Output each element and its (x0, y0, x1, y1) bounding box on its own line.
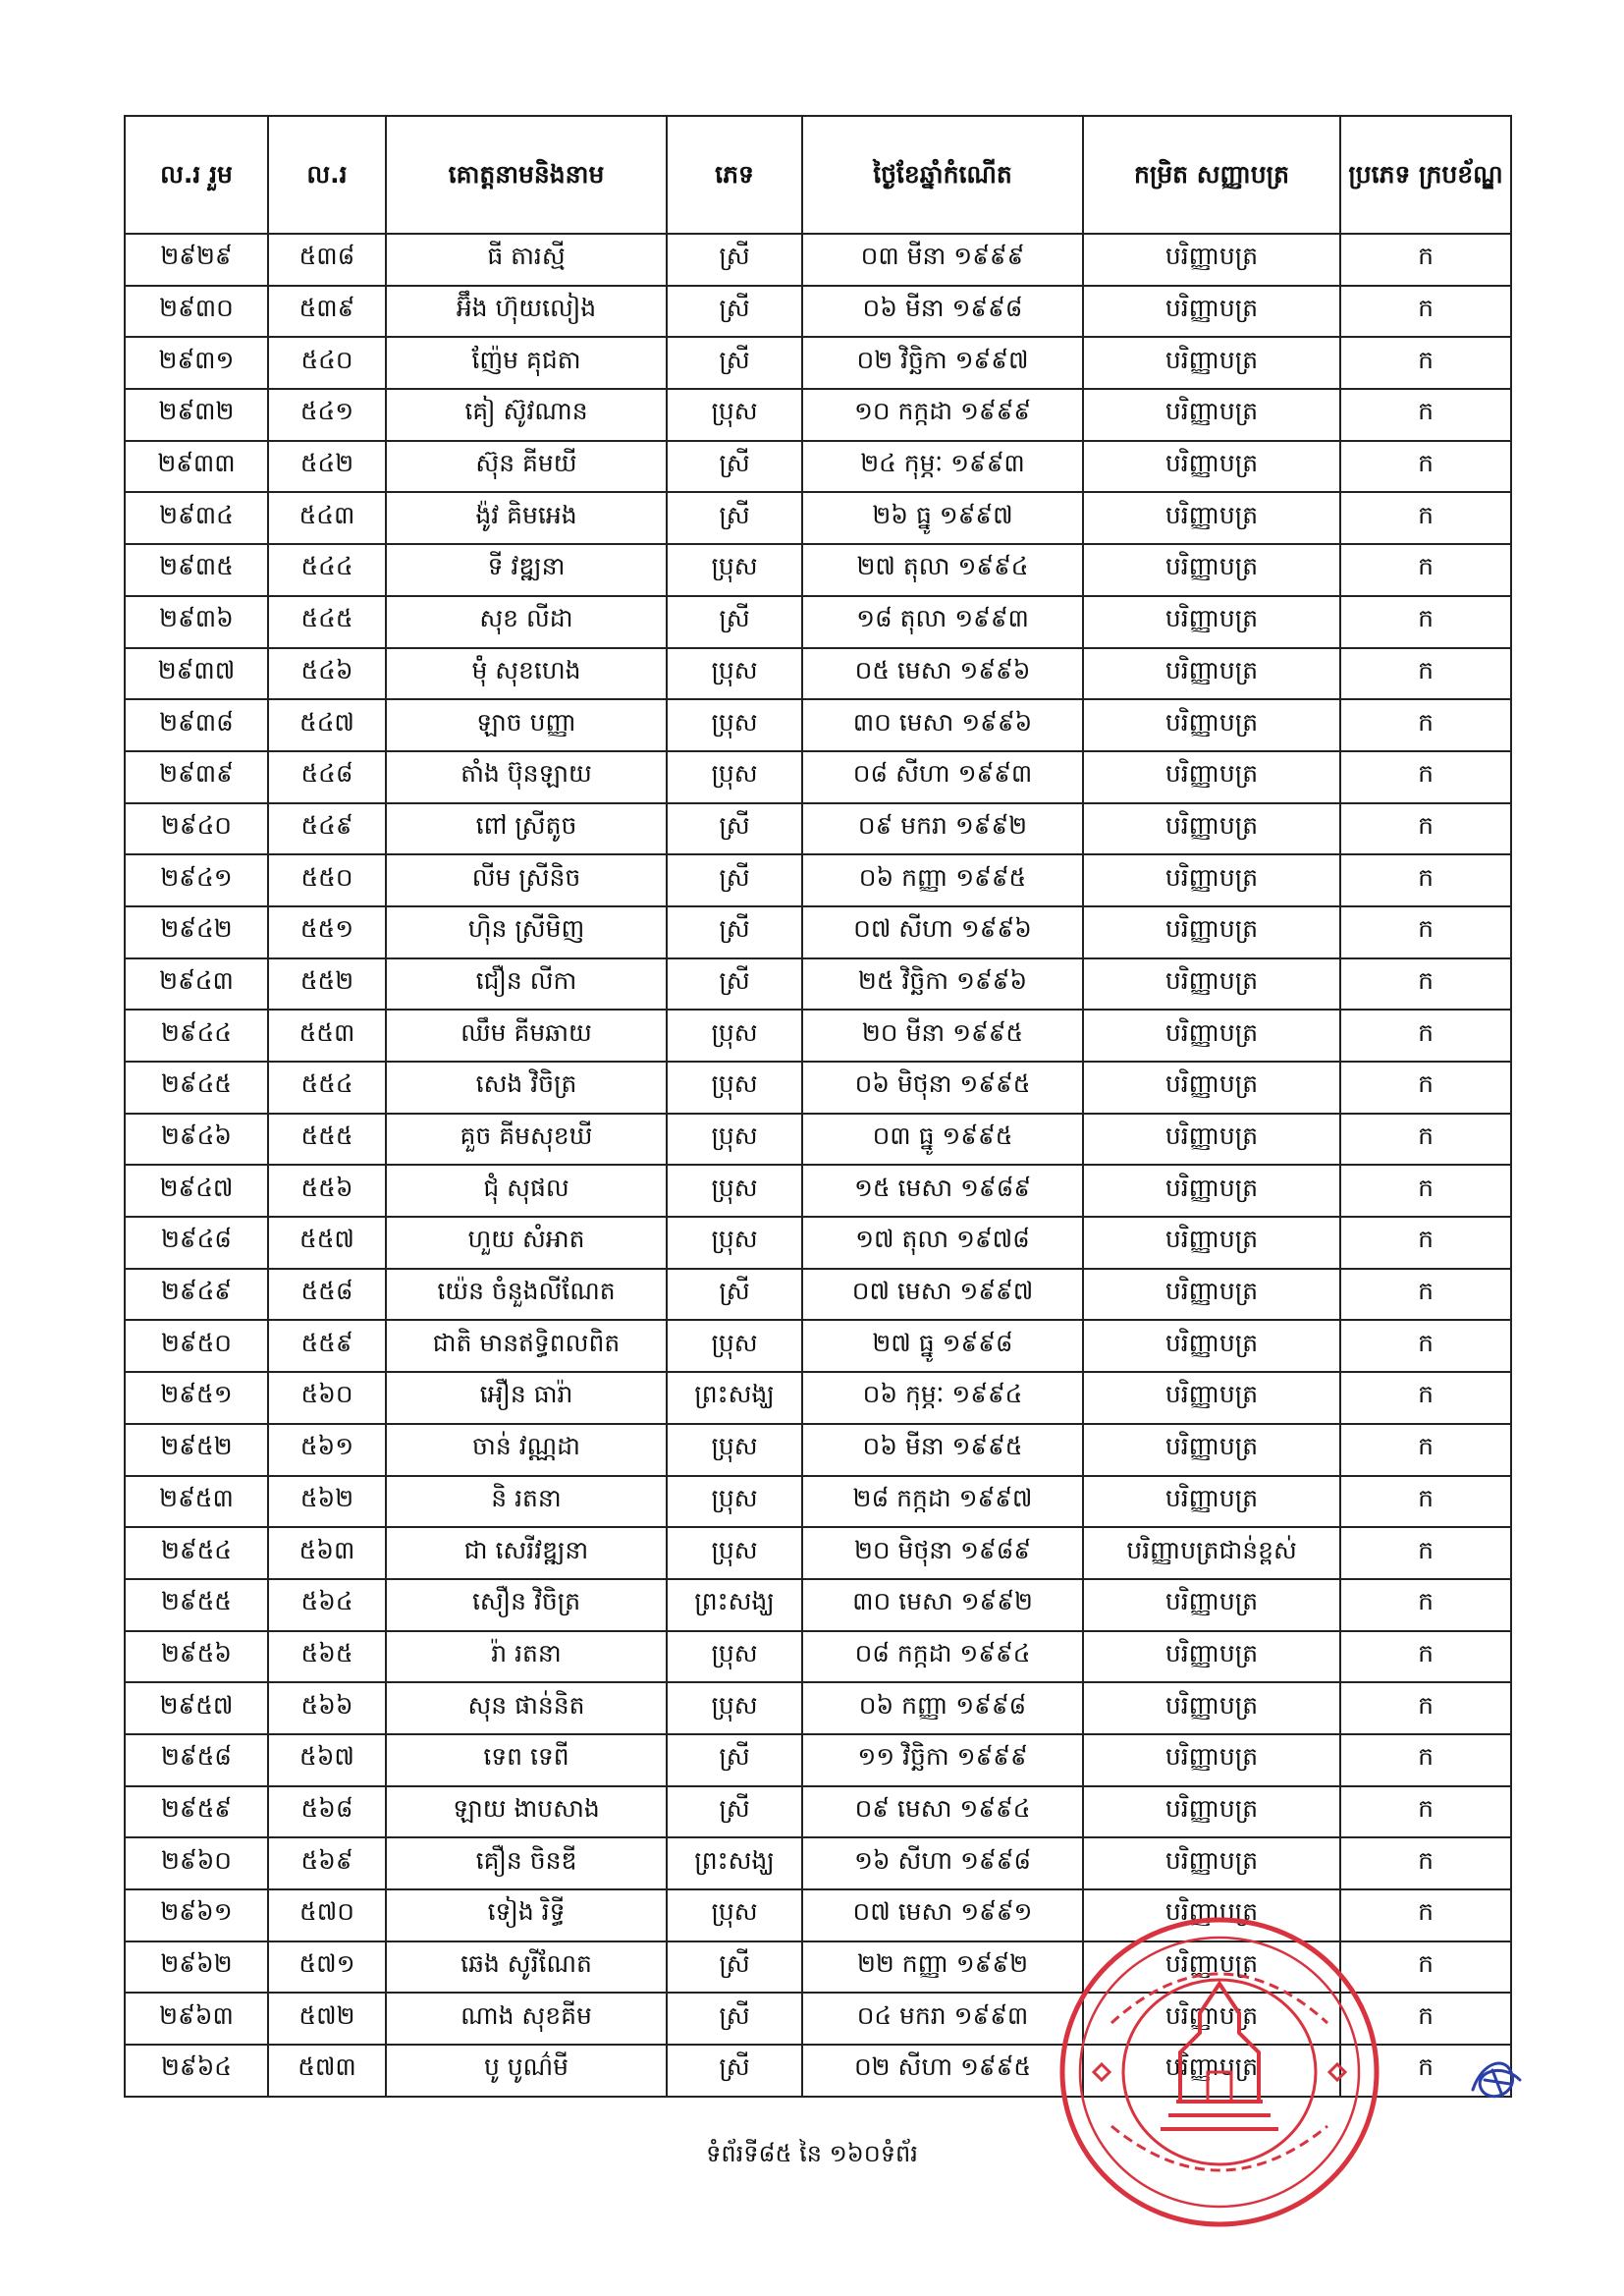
table-row (125, 1579, 1511, 1631)
cell-overall-no: ២៩៣៨ (125, 699, 268, 751)
cell-degree-level: បរិញ្ញាបត្រ (1083, 1837, 1340, 1889)
cell-overall-no: ២៩៤៧ (125, 1165, 268, 1217)
cell-sex: ស្រី (667, 1734, 802, 1786)
cell-framework-type: ក (1340, 596, 1511, 648)
cell-degree-level: បរិញ្ញាបត្រ (1083, 1372, 1340, 1424)
cell-no: ៥៤៤ (268, 544, 386, 596)
table-row (125, 1631, 1511, 1683)
cell-degree-level: បរិញ្ញាបត្រ (1083, 906, 1340, 958)
cell-date-of-birth: ០៥ មេសា ១៩៩៦ (802, 648, 1083, 700)
cell-overall-no: ២៩៤៩ (125, 1269, 268, 1321)
table-row (125, 492, 1511, 544)
cell-degree-level: បរិញ្ញាបត្រ (1083, 854, 1340, 906)
cell-full-name: ជឿន លីកា (386, 958, 667, 1011)
cell-degree-level: បរិញ្ញាបត្រ (1083, 1786, 1340, 1838)
cell-sex: ប្រុស (667, 1527, 802, 1579)
cell-no: ៥៤៥ (268, 596, 386, 648)
cell-overall-no: ២៩៤៥ (125, 1062, 268, 1114)
cell-overall-no: ២៩៤៨ (125, 1217, 268, 1269)
cell-full-name: ទៀង រិទ្ធី (386, 1889, 667, 1941)
cell-sex: ស្រី (667, 596, 802, 648)
table-row (125, 1837, 1511, 1889)
cell-no: ៥៥៣ (268, 1010, 386, 1062)
cell-full-name: គួច គីមសុខឃី (386, 1114, 667, 1166)
cell-full-name: ចាន់ វណ្ណដា (386, 1424, 667, 1476)
cell-date-of-birth: ១៥ មេសា ១៩៨៩ (802, 1165, 1083, 1217)
cell-no: ៥៤២ (268, 441, 386, 493)
cell-framework-type: ក (1340, 1424, 1511, 1476)
table-row (125, 1527, 1511, 1579)
cell-date-of-birth: ០៧ មេសា ១៩៩៧ (802, 1269, 1083, 1321)
cell-degree-level: បរិញ្ញាបត្រ (1083, 1734, 1340, 1786)
cell-full-name: ញ៉ែម គុជតា (386, 337, 667, 389)
cell-no: ៥៦១ (268, 1424, 386, 1476)
cell-sex: ព្រះសង្ឃ (667, 1372, 802, 1424)
cell-sex: ព្រះសង្ឃ (667, 1837, 802, 1889)
cell-date-of-birth: ០៤ មករា ១៩៩៣ (802, 1993, 1083, 2045)
cell-degree-level: បរិញ្ញាបត្រ (1083, 648, 1340, 700)
cell-date-of-birth: ៣០ មេសា ១៩៩២ (802, 1579, 1083, 1631)
cell-sex: ប្រុស (667, 1217, 802, 1269)
cell-overall-no: ២៩៥២ (125, 1424, 268, 1476)
cell-full-name: ឡាយ ងាបសាង (386, 1786, 667, 1838)
cell-overall-no: ២៩៣៤ (125, 492, 268, 544)
cell-no: ៥៧២ (268, 1993, 386, 2045)
cell-overall-no: ២៩៥០ (125, 1320, 268, 1372)
cell-overall-no: ២៩៥៦ (125, 1631, 268, 1683)
cell-framework-type: ក (1340, 2045, 1511, 2097)
cell-sex: ប្រុស (667, 1010, 802, 1062)
cell-framework-type: ក (1340, 389, 1511, 441)
cell-overall-no: ២៩៥៨ (125, 1734, 268, 1786)
table-row (125, 648, 1511, 700)
cell-sex: ស្រី (667, 1786, 802, 1838)
cell-sex: ស្រី (667, 1941, 802, 1994)
cell-degree-level: បរិញ្ញាបត្រ (1083, 286, 1340, 338)
header-overall-no: ល.រ រួម (125, 116, 268, 234)
cell-full-name: ឆេង សូរីណែត (386, 1941, 667, 1994)
cell-degree-level: បរិញ្ញាបត្រ (1083, 803, 1340, 855)
cell-sex: ប្រុស (667, 1062, 802, 1114)
cell-overall-no: ២៩៥៣ (125, 1476, 268, 1528)
cell-full-name: យ៉េន ចំនួងលីណែត (386, 1269, 667, 1321)
cell-no: ៥៦៩ (268, 1837, 386, 1889)
cell-framework-type: ក (1340, 1631, 1511, 1683)
cell-overall-no: ២៩៥៩ (125, 1786, 268, 1838)
cell-sex: ប្រុស (667, 751, 802, 803)
cell-full-name: ហ៊ិន ស្រីមិញ (386, 906, 667, 958)
cell-no: ៥៥៤ (268, 1062, 386, 1114)
cell-framework-type: ក (1340, 544, 1511, 596)
cell-full-name: សឿន វិចិត្រ (386, 1579, 667, 1631)
cell-degree-level: បរិញ្ញាបត្រ (1083, 234, 1340, 286)
cell-full-name: អឿន ធារ៉ា (386, 1372, 667, 1424)
cell-sex: ប្រុស (667, 389, 802, 441)
cell-no: ៥៣៨ (268, 234, 386, 286)
cell-full-name: សុន ផាន់និត (386, 1682, 667, 1734)
cell-date-of-birth: ១៨ តុលា ១៩៩៣ (802, 596, 1083, 648)
cell-overall-no: ២៩៣០ (125, 286, 268, 338)
cell-framework-type: ក (1340, 1941, 1511, 1994)
cell-full-name: រ៉ា រតនា (386, 1631, 667, 1683)
table-row (125, 337, 1511, 389)
header-date-of-birth: ថ្ងៃខែឆ្នាំកំណើត (802, 116, 1083, 234)
cell-no: ៥៤៣ (268, 492, 386, 544)
cell-full-name: គឿន ចិនឌី (386, 1837, 667, 1889)
cell-no: ៥៤៦ (268, 648, 386, 700)
cell-overall-no: ២៩៥៤ (125, 1527, 268, 1579)
table-row (125, 1165, 1511, 1217)
cell-date-of-birth: ០២ វិច្ឆិកា ១៩៩៧ (802, 337, 1083, 389)
cell-no: ៥៦៨ (268, 1786, 386, 1838)
cell-framework-type: ក (1340, 1889, 1511, 1941)
cell-overall-no: ២៩៤១ (125, 854, 268, 906)
cell-sex: ស្រី (667, 803, 802, 855)
cell-date-of-birth: ១១ វិច្ឆិកា ១៩៩៩ (802, 1734, 1083, 1786)
cell-framework-type: ក (1340, 492, 1511, 544)
cell-sex: ស្រី (667, 337, 802, 389)
cell-framework-type: ក (1340, 1062, 1511, 1114)
cell-framework-type: ក (1340, 854, 1511, 906)
cell-degree-level: បរិញ្ញាបត្រ (1083, 1165, 1340, 1217)
cell-sex: ស្រី (667, 234, 802, 286)
cell-overall-no: ២៩៥៥ (125, 1579, 268, 1631)
cell-degree-level: បរិញ្ញាបត្រ (1083, 1682, 1340, 1734)
cell-framework-type: ក (1340, 803, 1511, 855)
cell-framework-type: ក (1340, 958, 1511, 1011)
cell-no: ៥៥៧ (268, 1217, 386, 1269)
cell-date-of-birth: ២០ មីនា ១៩៩៥ (802, 1010, 1083, 1062)
cell-degree-level: បរិញ្ញាបត្រ (1083, 1010, 1340, 1062)
cell-degree-level: បរិញ្ញាបត្រ (1083, 441, 1340, 493)
cell-sex: ស្រី (667, 906, 802, 958)
cell-full-name: តាំង ប៊ុនឡាយ (386, 751, 667, 803)
cell-degree-level: បរិញ្ញាបត្រ (1083, 337, 1340, 389)
table-row (125, 1372, 1511, 1424)
cell-date-of-birth: ០៨ សីហា ១៩៩៣ (802, 751, 1083, 803)
cell-date-of-birth: ០៦ កុម្ភៈ ១៩៩៤ (802, 1372, 1083, 1424)
table-row (125, 1682, 1511, 1734)
cell-no: ៥៧៣ (268, 2045, 386, 2097)
cell-date-of-birth: ១៧ តុលា ១៩៧៨ (802, 1217, 1083, 1269)
cell-date-of-birth: ២៧ ធ្នូ ១៩៩៨ (802, 1320, 1083, 1372)
cell-date-of-birth: ០៦ មីនា ១៩៩៨ (802, 286, 1083, 338)
cell-overall-no: ២៩៣២ (125, 389, 268, 441)
cell-date-of-birth: ០៦ កញ្ញា ១៩៩៥ (802, 854, 1083, 906)
cell-degree-level: បរិញ្ញាបត្រ (1083, 1062, 1340, 1114)
cell-degree-level: បរិញ្ញាបត្រ (1083, 1941, 1340, 1994)
cell-no: ៥៣៩ (268, 286, 386, 338)
table-row (125, 1476, 1511, 1528)
cell-full-name: ធី តារស្មី (386, 234, 667, 286)
cell-degree-level: បរិញ្ញាបត្រ (1083, 1579, 1340, 1631)
official-stamp (1053, 1905, 1386, 2239)
cell-full-name: ង៉ូវ គិមអេង (386, 492, 667, 544)
cell-overall-no: ២៩៣៦ (125, 596, 268, 648)
cell-degree-level: បរិញ្ញាបត្រ (1083, 389, 1340, 441)
cell-date-of-birth: ១០ កក្កដា ១៩៩៩ (802, 389, 1083, 441)
cell-overall-no: ២៩៣៩ (125, 751, 268, 803)
cell-sex: ស្រី (667, 492, 802, 544)
cell-degree-level: បរិញ្ញាបត្រ (1083, 1269, 1340, 1321)
cell-no: ៥៦២ (268, 1476, 386, 1528)
cell-sex: ប្រុស (667, 1320, 802, 1372)
cell-no: ៥៧១ (268, 1941, 386, 1994)
cell-full-name: ជា សេរីវឌ្ឍនា (386, 1527, 667, 1579)
cell-degree-level: បរិញ្ញាបត្រ (1083, 1217, 1340, 1269)
cell-overall-no: ២៩៣១ (125, 337, 268, 389)
table-row (125, 906, 1511, 958)
cell-framework-type: ក (1340, 1786, 1511, 1838)
cell-framework-type: ក (1340, 1837, 1511, 1889)
cell-framework-type: ក (1340, 906, 1511, 958)
table-row (125, 596, 1511, 648)
cell-no: ៥៤៧ (268, 699, 386, 751)
cell-sex: ប្រុស (667, 699, 802, 751)
cell-date-of-birth: ០៧ សីហា ១៩៩៦ (802, 906, 1083, 958)
cell-no: ៥៥២ (268, 958, 386, 1011)
roster-table (124, 115, 1512, 2098)
table-row (125, 544, 1511, 596)
cell-degree-level: បរិញ្ញាបត្រ (1083, 1476, 1340, 1528)
cell-framework-type: ក (1340, 699, 1511, 751)
cell-framework-type: ក (1340, 1320, 1511, 1372)
cell-overall-no: ២៩៤៣ (125, 958, 268, 1011)
cell-date-of-birth: ២៤ កុម្ភៈ ១៩៩៣ (802, 441, 1083, 493)
cell-framework-type: ក (1340, 1579, 1511, 1631)
table-row (125, 1734, 1511, 1786)
cell-no: ៥៥៦ (268, 1165, 386, 1217)
cell-degree-level: បរិញ្ញាបត្រ (1083, 1424, 1340, 1476)
header-degree-level: កម្រិត សញ្ញាបត្រ (1083, 116, 1340, 234)
signature-mark (1463, 2050, 1532, 2109)
table-row (125, 958, 1511, 1011)
cell-sex: ប្រុស (667, 1165, 802, 1217)
cell-degree-level: បរិញ្ញាបត្រ (1083, 1631, 1340, 1683)
table-row (125, 1424, 1511, 1476)
cell-framework-type: ក (1340, 441, 1511, 493)
cell-no: ៥៤៨ (268, 751, 386, 803)
cell-overall-no: ២៩៤០ (125, 803, 268, 855)
cell-date-of-birth: ០៧ មេសា ១៩៩១ (802, 1889, 1083, 1941)
cell-full-name: ជុំ សុផល (386, 1165, 667, 1217)
cell-framework-type: ក (1340, 648, 1511, 700)
cell-date-of-birth: ២៧ តុលា ១៩៩៤ (802, 544, 1083, 596)
cell-overall-no: ២៩៦៣ (125, 1993, 268, 2045)
cell-no: ៥៥៨ (268, 1269, 386, 1321)
cell-framework-type: ក (1340, 1993, 1511, 2045)
cell-full-name: ទី វឌ្ឍនា (386, 544, 667, 596)
cell-sex: ប្រុស (667, 1631, 802, 1683)
cell-full-name: គៀ ស៊ូវណាន (386, 389, 667, 441)
table-row (125, 1010, 1511, 1062)
table-row (125, 803, 1511, 855)
cell-date-of-birth: ២៨ កក្កដា ១៩៩៧ (802, 1476, 1083, 1528)
cell-date-of-birth: ០៩ មេសា ១៩៩៤ (802, 1786, 1083, 1838)
cell-date-of-birth: ០៦ មីនា ១៩៩៥ (802, 1424, 1083, 1476)
table-row (125, 699, 1511, 751)
cell-overall-no: ២៩៣៥ (125, 544, 268, 596)
cell-sex: ព្រះសង្ឃ (667, 1579, 802, 1631)
cell-full-name: ឈឹម គីមឆាយ (386, 1010, 667, 1062)
header-full-name: គោត្តនាមនិងនាម (386, 116, 667, 234)
cell-sex: ស្រី (667, 1269, 802, 1321)
cell-degree-level: បរិញ្ញាបត្រ (1083, 1320, 1340, 1372)
cell-full-name: អ៊ឹង ហ៊ុយលៀង (386, 286, 667, 338)
cell-date-of-birth: ០៦ មិថុនា ១៩៩៥ (802, 1062, 1083, 1114)
cell-no: ៥៦៧ (268, 1734, 386, 1786)
cell-date-of-birth: ០៨ កក្កដា ១៩៩៤ (802, 1631, 1083, 1683)
cell-date-of-birth: ២០ មិថុនា ១៩៨៩ (802, 1527, 1083, 1579)
cell-overall-no: ២៩២៩ (125, 234, 268, 286)
cell-full-name: ស៊ុន គីមយី (386, 441, 667, 493)
cell-overall-no: ២៩៣៣ (125, 441, 268, 493)
header-framework-type: ប្រភេទ ក្របខ័ណ្ឌ (1340, 116, 1511, 234)
cell-full-name: លីម ស្រីនិច (386, 854, 667, 906)
cell-sex: ស្រី (667, 441, 802, 493)
table-row (125, 389, 1511, 441)
cell-framework-type: ក (1340, 1682, 1511, 1734)
cell-degree-level: បរិញ្ញាបត្រ (1083, 492, 1340, 544)
cell-no: ៥៦៥ (268, 1631, 386, 1683)
cell-date-of-birth: ២២ កញ្ញា ១៩៩២ (802, 1941, 1083, 1994)
cell-overall-no: ២៩៦១ (125, 1889, 268, 1941)
cell-framework-type: ក (1340, 1527, 1511, 1579)
cell-degree-level: បរិញ្ញាបត្រ (1083, 544, 1340, 596)
cell-no: ៥៧០ (268, 1889, 386, 1941)
cell-sex: ស្រី (667, 1993, 802, 2045)
cell-degree-level: បរិញ្ញាបត្រ (1083, 596, 1340, 648)
cell-degree-level: បរិញ្ញាបត្រ (1083, 1889, 1340, 1941)
cell-framework-type: ក (1340, 234, 1511, 286)
cell-framework-type: ក (1340, 1372, 1511, 1424)
cell-overall-no: ២៩៦០ (125, 1837, 268, 1889)
cell-full-name: ជាតិ មានឥទ្ធិពលពិត (386, 1320, 667, 1372)
cell-overall-no: ២៩៥៧ (125, 1682, 268, 1734)
cell-no: ៥៥១ (268, 906, 386, 958)
cell-date-of-birth: ១៦ សីហា ១៩៩៨ (802, 1837, 1083, 1889)
cell-framework-type: ក (1340, 1476, 1511, 1528)
cell-sex: ប្រុស (667, 648, 802, 700)
table-row (125, 1114, 1511, 1166)
cell-framework-type: ក (1340, 286, 1511, 338)
cell-framework-type: ក (1340, 1269, 1511, 1321)
cell-sex: ស្រី (667, 958, 802, 1011)
cell-sex: ស្រី (667, 854, 802, 906)
cell-date-of-birth: ៣០ មេសា ១៩៩៦ (802, 699, 1083, 751)
cell-overall-no: ២៩៥១ (125, 1372, 268, 1424)
cell-no: ៥៤៩ (268, 803, 386, 855)
cell-full-name: ហួយ សំអាត (386, 1217, 667, 1269)
cell-framework-type: ក (1340, 337, 1511, 389)
cell-degree-level: បរិញ្ញាបត្រជាន់ខ្ពស់ (1083, 1527, 1340, 1579)
table-header-row (125, 116, 1511, 234)
table-row (125, 751, 1511, 803)
cell-no: ៥៥៥ (268, 1114, 386, 1166)
cell-full-name: ម៉ុំ សុខហេង (386, 648, 667, 700)
cell-no: ៥៤១ (268, 389, 386, 441)
cell-full-name: សេង វិចិត្រ (386, 1062, 667, 1114)
cell-sex: ប្រុស (667, 1682, 802, 1734)
cell-degree-level: បរិញ្ញាបត្រ (1083, 2045, 1340, 2097)
cell-sex: ប្រុស (667, 544, 802, 596)
cell-no: ៥៥០ (268, 854, 386, 906)
cell-overall-no: ២៩៦២ (125, 1941, 268, 1994)
cell-overall-no: ២៩៤២ (125, 906, 268, 958)
cell-full-name: បូ បូណ៌មី (386, 2045, 667, 2097)
cell-degree-level: បរិញ្ញាបត្រ (1083, 699, 1340, 751)
cell-degree-level: បរិញ្ញាបត្រ (1083, 1114, 1340, 1166)
cell-degree-level: បរិញ្ញាបត្រ (1083, 1993, 1340, 2045)
table-row (125, 234, 1511, 286)
cell-full-name: សុខ លីដា (386, 596, 667, 648)
cell-overall-no: ២៩៣៧ (125, 648, 268, 700)
cell-no: ៥៦៦ (268, 1682, 386, 1734)
page-number: ទំព័រទី៨៥ នៃ ១៦០ទំព័រ (706, 2140, 918, 2167)
cell-full-name: ពៅ ស្រីតូច (386, 803, 667, 855)
cell-date-of-birth: ០៩ មករា ១៩៩២ (802, 803, 1083, 855)
table-row (125, 1217, 1511, 1269)
cell-date-of-birth: ០៣ មីនា ១៩៩៩ (802, 234, 1083, 286)
cell-framework-type: ក (1340, 1114, 1511, 1166)
cell-date-of-birth: ២៦ ធ្នូ ១៩៩៧ (802, 492, 1083, 544)
cell-full-name: និ រតនា (386, 1476, 667, 1528)
table-row (125, 286, 1511, 338)
cell-sex: ស្រី (667, 2045, 802, 2097)
cell-date-of-birth: ២៥ វិច្ឆិកា ១៩៩៦ (802, 958, 1083, 1011)
cell-full-name: ឡាច បញ្ញា (386, 699, 667, 751)
cell-overall-no: ២៩៦៤ (125, 2045, 268, 2097)
cell-degree-level: បរិញ្ញាបត្រ (1083, 751, 1340, 803)
cell-date-of-birth: ០២ សីហា ១៩៩៥ (802, 2045, 1083, 2097)
cell-overall-no: ២៩៤៤ (125, 1010, 268, 1062)
cell-framework-type: ក (1340, 1010, 1511, 1062)
cell-date-of-birth: ០៣ ធ្នូ ១៩៩៥ (802, 1114, 1083, 1166)
cell-degree-level: បរិញ្ញាបត្រ (1083, 958, 1340, 1011)
cell-framework-type: ក (1340, 1217, 1511, 1269)
cell-no: ៥៤០ (268, 337, 386, 389)
cell-framework-type: ក (1340, 1165, 1511, 1217)
cell-sex: ប្រុស (667, 1424, 802, 1476)
cell-sex: ប្រុស (667, 1476, 802, 1528)
table-row (125, 1786, 1511, 1838)
cell-full-name: ណាង សុខគីម (386, 1993, 667, 2045)
table-row (125, 1269, 1511, 1321)
cell-no: ៥៦៤ (268, 1579, 386, 1631)
cell-no: ៥៦៣ (268, 1527, 386, 1579)
cell-framework-type: ក (1340, 1734, 1511, 1786)
cell-full-name: ទេព ទេពី (386, 1734, 667, 1786)
cell-no: ៥៥៩ (268, 1320, 386, 1372)
table-row (125, 441, 1511, 493)
cell-overall-no: ២៩៤៦ (125, 1114, 268, 1166)
cell-sex: ប្រុស (667, 1114, 802, 1166)
table-row (125, 1320, 1511, 1372)
cell-sex: ស្រី (667, 286, 802, 338)
header-sex: ភេទ (667, 116, 802, 234)
table-row (125, 854, 1511, 906)
cell-sex: ប្រុស (667, 1889, 802, 1941)
cell-date-of-birth: ០៦ កញ្ញា ១៩៩៨ (802, 1682, 1083, 1734)
cell-no: ៥៦០ (268, 1372, 386, 1424)
table-row (125, 1062, 1511, 1114)
cell-framework-type: ក (1340, 751, 1511, 803)
header-no: ល.រ (268, 116, 386, 234)
